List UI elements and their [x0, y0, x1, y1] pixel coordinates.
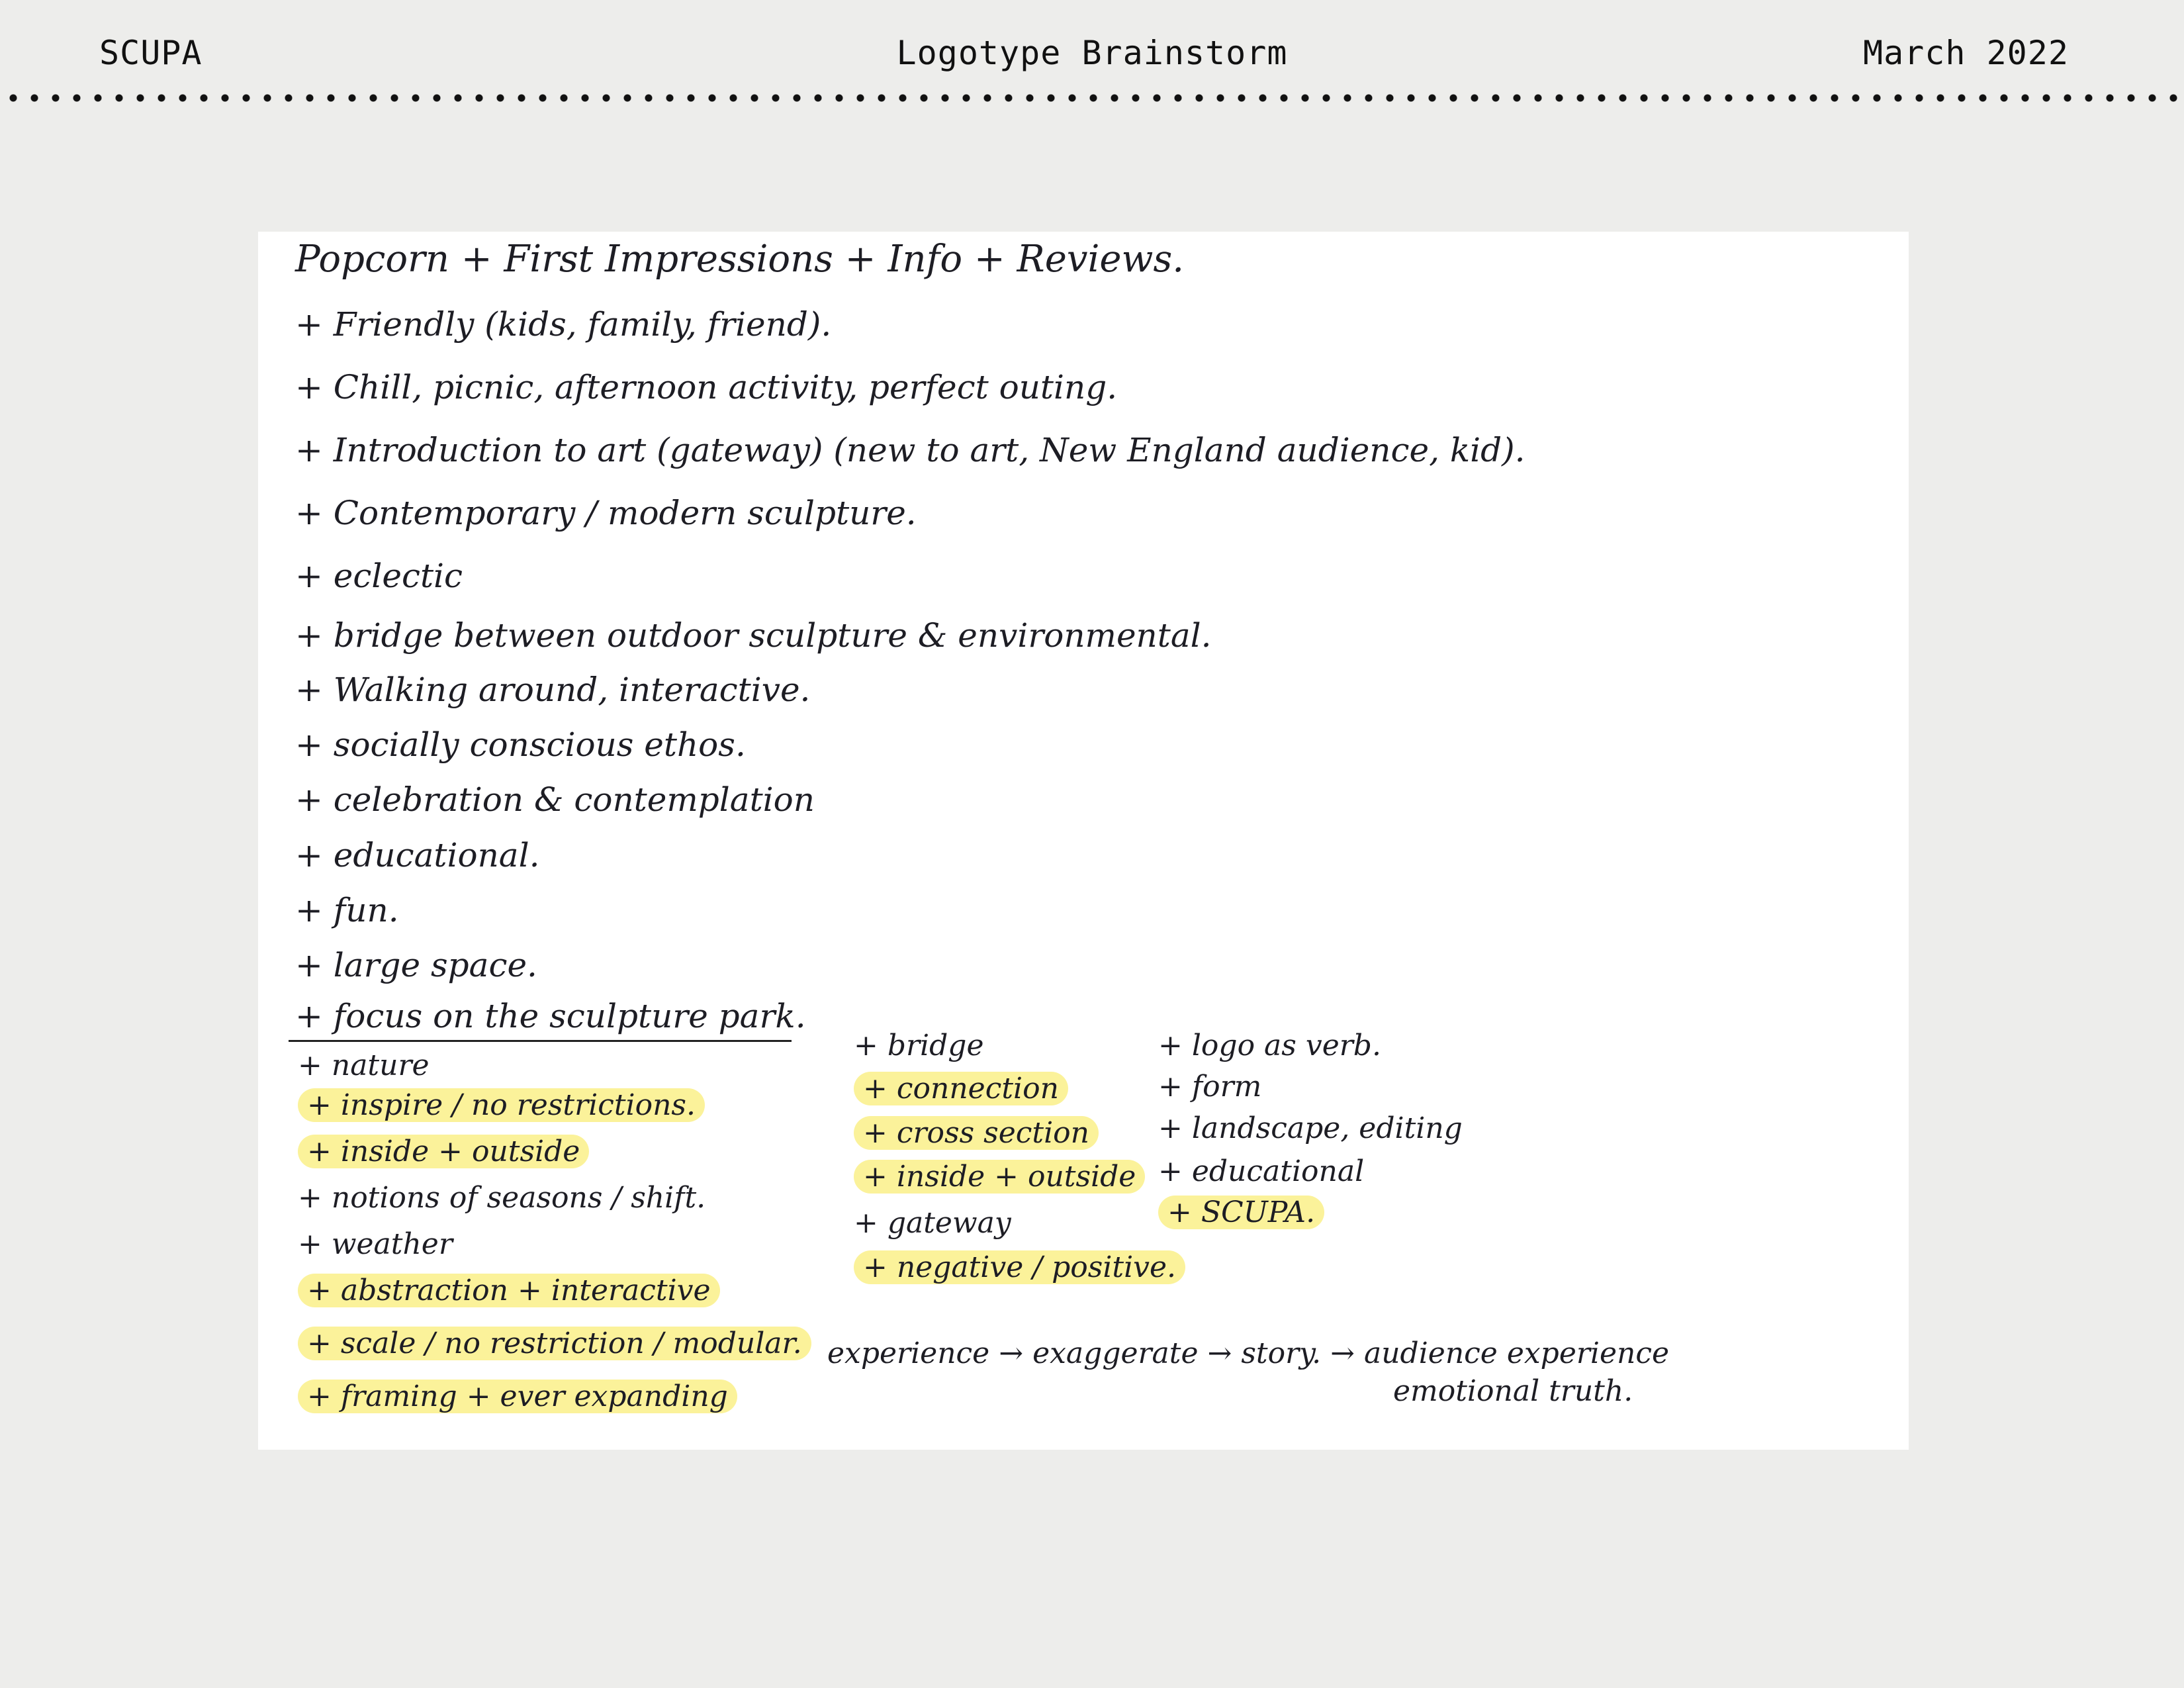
note-item: + Friendly (kids, family, friend). — [295, 305, 832, 344]
note-item: + weather — [298, 1227, 453, 1261]
dotted-divider — [0, 93, 2184, 103]
note-text: + connection — [854, 1072, 1068, 1105]
note-item: + celebration & contemplation — [295, 780, 815, 819]
note-item: + educational. — [295, 836, 540, 874]
note-item: + Introduction to art (gateway) (new to art, New England audience, kid). — [295, 431, 1525, 469]
note-item-highlighted — [298, 1132, 589, 1172]
brand-name: SCUPA — [99, 34, 203, 72]
note-item: + logo as verb. — [1158, 1029, 1381, 1062]
underline-rule — [289, 1040, 792, 1042]
note-item: + large space. — [295, 946, 537, 984]
page-title: Logotype Brainstorm — [896, 34, 1288, 72]
note-item: + nature — [298, 1049, 430, 1082]
page-header — [0, 0, 2184, 99]
note-item: + bridge — [854, 1029, 984, 1062]
note-item: + eclectic — [295, 557, 463, 595]
note-item: + focus on the sculpture park. — [295, 997, 806, 1035]
note-item-highlighted — [298, 1271, 720, 1311]
note-text: + scale / no restriction / modular. — [298, 1327, 811, 1360]
note-item: + Contemporary / modern sculpture. — [295, 494, 917, 532]
note-item-highlighted — [854, 1248, 1185, 1288]
note-item: + Walking around, interactive. — [295, 671, 811, 709]
note-item-highlighted — [1158, 1193, 1324, 1233]
note-item: + fun. — [295, 891, 399, 929]
flow-end: emotional truth. — [1393, 1374, 1633, 1408]
note-item-highlighted — [298, 1324, 811, 1364]
note-text: + inside + outside — [854, 1160, 1145, 1194]
note-item: + landscape, editing — [1158, 1111, 1463, 1145]
note-text: + inspire / no restrictions. — [298, 1088, 705, 1122]
note-item: + bridge between outdoor sculpture & environmental. — [295, 616, 1212, 655]
note-text: + inside + outside — [298, 1135, 589, 1168]
note-text: + SCUPA. — [1158, 1196, 1324, 1229]
note-item-highlighted — [854, 1157, 1145, 1197]
note-item: + form — [1158, 1070, 1262, 1103]
note-item: + educational — [1158, 1154, 1365, 1188]
note-text: + cross section — [854, 1116, 1099, 1150]
notes-title: Popcorn + First Impressions + Info + Reviews. — [295, 238, 1185, 281]
note-text: + framing + ever expanding — [298, 1380, 737, 1413]
flow-sequence: experience → exaggerate → story. → audience experience — [827, 1336, 1670, 1370]
note-item: + gateway — [854, 1206, 1011, 1240]
note-text: + negative / positive. — [854, 1250, 1185, 1284]
note-item-highlighted — [854, 1069, 1068, 1109]
note-item-highlighted — [298, 1086, 705, 1125]
note-item: + notions of seasons / shift. — [298, 1181, 706, 1215]
note-item-highlighted — [854, 1113, 1099, 1153]
note-item: + socially conscious ethos. — [295, 726, 746, 764]
page-date: March 2022 — [1862, 34, 2069, 72]
scanned-notes-sheet — [258, 232, 1909, 1450]
note-item: + Chill, picnic, afternoon activity, perfect outing. — [295, 368, 1118, 406]
note-item-highlighted — [298, 1377, 737, 1417]
note-text: + abstraction + interactive — [298, 1274, 720, 1307]
